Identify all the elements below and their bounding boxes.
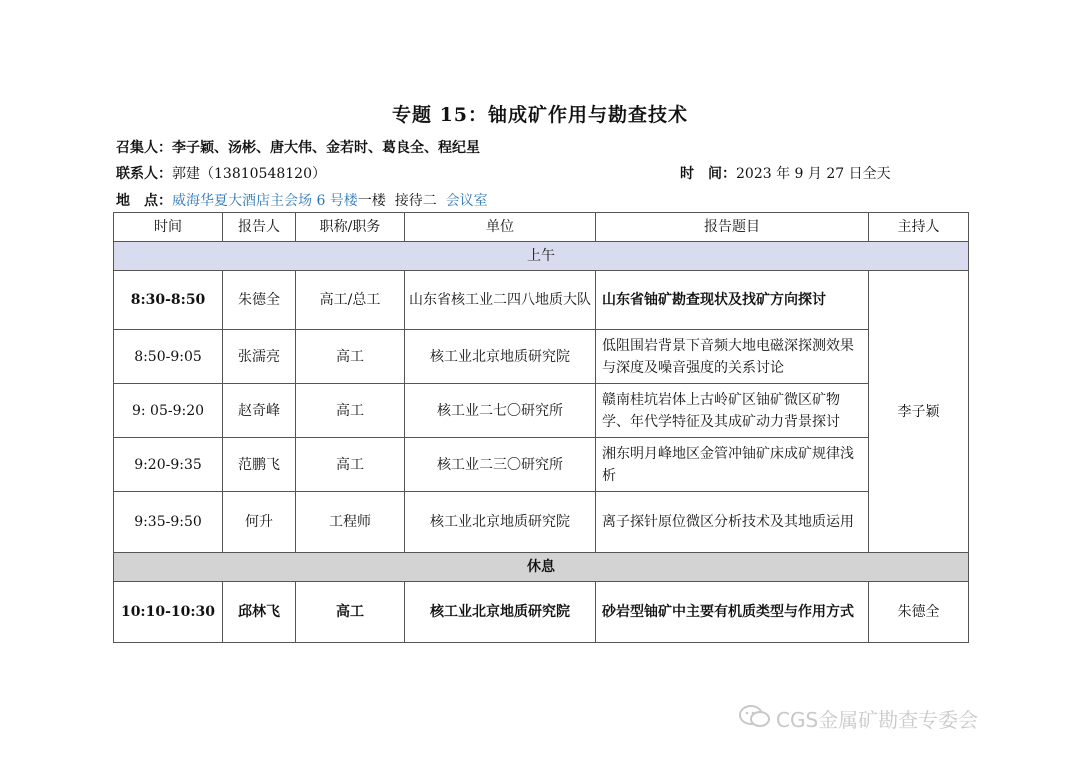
header-cell: 报告人 [223, 213, 296, 242]
speaker-cell: 何升 [223, 492, 296, 553]
unit-cell: 核工业二三〇研究所 [405, 438, 596, 492]
host-cell: 李子颖 [869, 271, 969, 553]
position-cell: 高工 [296, 438, 405, 492]
topic-cell: 离子探针原位微区分析技术及其地质运用 [596, 492, 869, 553]
table-row [114, 271, 969, 330]
position-cell: 高工 [296, 330, 405, 384]
location-floor: 一楼 接待二 [357, 193, 446, 209]
contact-value: 郭建（13810548120） [172, 166, 326, 182]
watermark [738, 704, 978, 733]
section-label: 休息 [114, 553, 969, 582]
header-cell: 时间 [114, 213, 223, 242]
location-room: 会议室 [445, 193, 488, 209]
time-cell: 10:10-10:30 [114, 582, 223, 643]
time-cell: 9: 05-9:20 [114, 384, 223, 438]
table-row [114, 492, 969, 553]
conveners-label: 召集人： [116, 140, 172, 156]
time-value: 2023 年 9 月 27 日全天 [736, 166, 891, 182]
watermark-text: CGS金属矿勘查专委会 [776, 708, 979, 732]
unit-cell: 核工业北京地质研究院 [405, 492, 596, 553]
section-row-break [114, 553, 969, 582]
topic-cell: 山东省铀矿勘查现状及找矿方向探讨 [596, 271, 869, 330]
position-cell: 高工 [296, 384, 405, 438]
unit-cell: 山东省核工业二四八地质大队 [405, 271, 596, 330]
host-cell: 朱德全 [869, 582, 969, 643]
conveners-value: 李子颖、汤彬、唐大伟、金若时、葛良全、程纪星 [172, 140, 480, 156]
topic-cell: 赣南桂坑岩体上古岭矿区铀矿微区矿物学、年代学特征及其成矿动力背景探讨 [596, 384, 869, 438]
position-cell: 高工 [296, 582, 405, 643]
time-cell: 8:30-8:50 [114, 271, 223, 330]
speaker-cell: 朱德全 [223, 271, 296, 330]
topic-cell: 湘东明月峰地区金管冲铀矿床成矿规律浅析 [596, 438, 869, 492]
time-cell: 9:20-9:35 [114, 438, 223, 492]
unit-cell: 核工业北京地质研究院 [405, 330, 596, 384]
header-cell: 单位 [405, 213, 596, 242]
topic-cell: 砂岩型铀矿中主要有机质类型与作用方式 [596, 582, 869, 643]
time-cell: 9:35-9:50 [114, 492, 223, 553]
table-row [114, 330, 969, 384]
time-cell: 8:50-9:05 [114, 330, 223, 384]
wechat-icon [738, 704, 772, 733]
table-row [114, 384, 969, 438]
time-line [680, 163, 891, 183]
table-row [114, 582, 969, 643]
contact-label: 联系人： [116, 166, 172, 182]
position-cell: 工程师 [296, 492, 405, 553]
unit-cell: 核工业二七〇研究所 [405, 384, 596, 438]
header-cell: 报告题目 [596, 213, 869, 242]
conveners-line [116, 137, 480, 157]
speaker-cell: 邱林飞 [223, 582, 296, 643]
table-header-row [114, 213, 969, 242]
table-row [114, 438, 969, 492]
schedule-table [113, 212, 969, 643]
header-cell: 主持人 [869, 213, 969, 242]
page-title: 专题 15：铀成矿作用与勘查技术 [391, 104, 689, 126]
unit-cell: 核工业北京地质研究院 [405, 582, 596, 643]
time-label: 时 间： [680, 166, 736, 182]
location-venue: 威海华夏大酒店主会场 6 号楼 [172, 193, 358, 209]
location-label: 地 点： [116, 193, 172, 209]
location-line [116, 190, 488, 210]
position-cell: 高工/总工 [296, 271, 405, 330]
section-row-am [114, 242, 969, 271]
speaker-cell: 赵奇峰 [223, 384, 296, 438]
speaker-cell: 张濡亮 [223, 330, 296, 384]
topic-cell: 低阻围岩背景下音频大地电磁深探测效果与深度及噪音强度的关系讨论 [596, 330, 869, 384]
speaker-cell: 范鹏飞 [223, 438, 296, 492]
contact-line [116, 163, 326, 183]
section-label: 上午 [114, 242, 969, 271]
header-cell: 职称/职务 [296, 213, 405, 242]
